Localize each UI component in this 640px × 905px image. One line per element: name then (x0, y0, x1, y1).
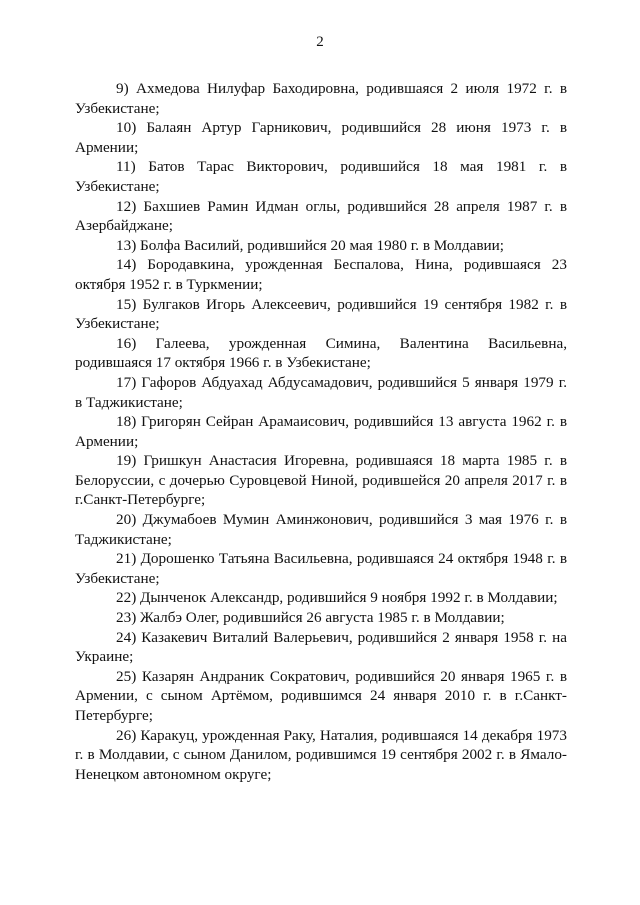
list-item: 14) Бородавкина, урожденная Беспалова, Нина, родившаяся 23 октября 1952 г. в Туркмении; (75, 256, 567, 293)
list-item: 10) Балаян Артур Гарникович, родившийся 28 июня 1973 г. в Армении; (75, 119, 567, 156)
list-item: 20) Джумабоев Мумин Аминжонович, родившийся 3 мая 1976 г. в Таджикистане; (75, 511, 567, 548)
list-item: 24) Казакевич Виталий Валерьевич, родившийся 2 января 1958 г. на Украине; (75, 628, 567, 666)
list-item: 19) Гришкун Анастасия Игоревна, родившаяся 18 марта 1985 г. в Белоруссии, с дочерью Суровцевой Ниной, родившейся 20 апреля 2017 г. в г.Санкт-Петербурге; (75, 452, 567, 509)
list-item: 18) Григорян Сейран Арамаисович, родившийся 13 августа 1962 г. в Армении; (75, 413, 567, 450)
document-body (75, 79, 567, 784)
list-item: 13) Болфа Василий, родившийся 20 мая 1980 г. в Молдавии; (116, 236, 505, 254)
page-number: 2 (316, 34, 324, 50)
list-item: 12) Бахшиев Рамин Идман оглы, родившийся 28 апреля 1987 г. в Азербайджане; (75, 197, 567, 235)
list-item: 16) Галеева, урожденная Симина, Валентина Васильевна, родившаяся 17 октября 1966 г. в Узбекистане; (75, 334, 567, 372)
list-item: 22) Дынченок Александр, родившийся 9 ноября 1992 г. в Молдавии; (116, 589, 558, 607)
list-item: 11) Батов Тарас Викторович, родившийся 18 мая 1981 г. в Узбекистане; (75, 158, 567, 195)
list-item: 21) Дорошенко Татьяна Васильевна, родившаяся 24 октября 1948 г. в Узбекистане; (75, 550, 567, 587)
list-item: 17) Гафоров Абдуахад Абдусамадович, родившийся 5 января 1979 г. в Таджикистане; (75, 373, 567, 411)
list-item: 26) Каракуц, урожденная Раку, Наталия, родившаяся 14 декабря 1973 г. в Молдавии, с сыном Данилом, родившимся 19 сентября 2002 г. в Ямало-Ненецком автономном округе; (75, 726, 567, 783)
list-item: 9) Ахмедова Нилуфар Баходировна, родившаяся 2 июля 1972 г. в Узбекистане; (75, 80, 567, 117)
list-item: 25) Казарян Андраник Сократович, родившийся 20 января 1965 г. в Армении, с сыном Артёмом, родившимся 24 января 2010 г. в г.Санкт-Петербурге; (75, 667, 567, 724)
list-item: 15) Булгаков Игорь Алексеевич, родившийся 19 сентября 1982 г. в Узбекистане; (75, 295, 567, 333)
list-item: 23) Жалбэ Олег, родившийся 26 августа 1985 г. в Молдавии; (116, 609, 505, 627)
